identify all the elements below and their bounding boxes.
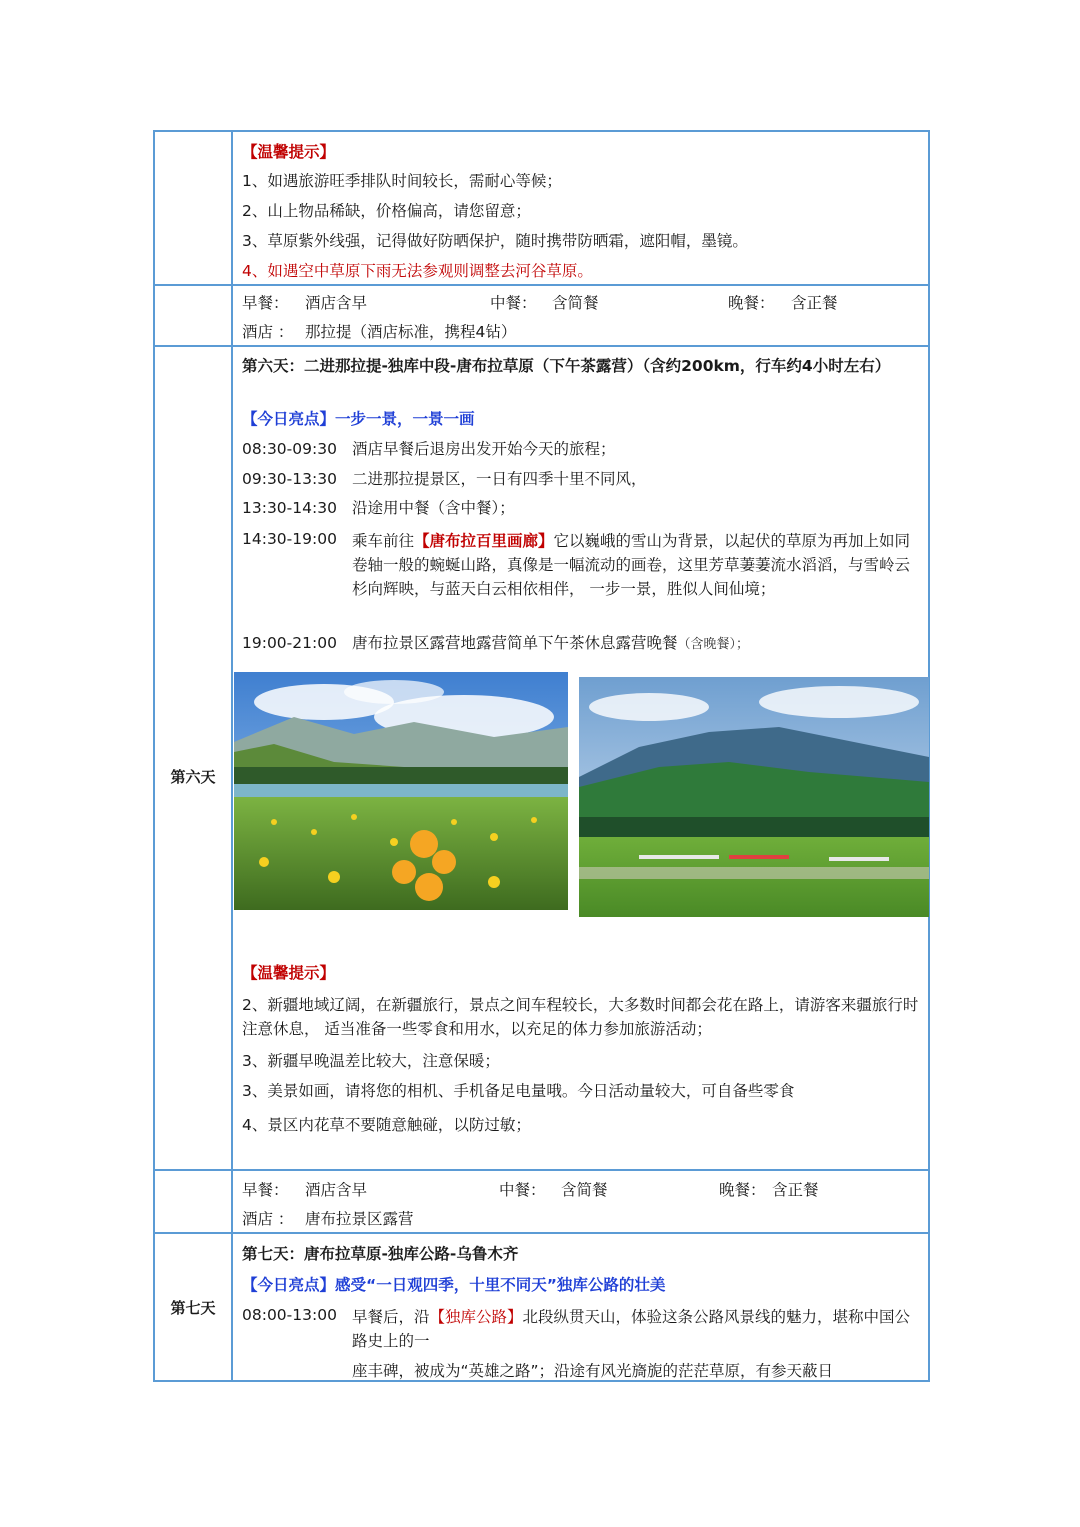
highlight-tag: 【今日亮点】 xyxy=(242,410,336,428)
scenic-name: 【唐布拉百里画廊】 xyxy=(414,532,554,550)
schedule-time: 19:00-21:00 xyxy=(242,634,337,652)
day6-tip: 3、新疆早晚温差比较大，注意保暖； xyxy=(242,1052,500,1070)
row-divider xyxy=(155,1232,928,1234)
meal-lunch-label: 中餐： xyxy=(499,1181,546,1199)
meal-dinner-label: 晚餐： xyxy=(728,294,775,312)
schedule-time: 08:30-09:30 xyxy=(242,440,337,458)
highlight-text: 一步一景，一景一画 xyxy=(335,410,475,428)
meal-lunch: 含简餐 xyxy=(561,1181,608,1199)
hotel-name: 唐布拉景区露营 xyxy=(305,1210,414,1228)
hotel-name: 那拉提（酒店标准，携程4钻） xyxy=(305,323,517,341)
meal-breakfast: 酒店含早 xyxy=(305,1181,368,1199)
row-divider xyxy=(155,345,928,347)
hotel-label: 酒店 ： xyxy=(242,323,294,341)
day7-title: 第七天：唐布拉草原-独库公路-乌鲁木齐 xyxy=(242,1245,519,1263)
meal-breakfast-label: 早餐： xyxy=(242,294,289,312)
highlight-text: 感受“一日观四季，十里不同天”独库公路的壮美 xyxy=(335,1276,666,1294)
column-divider xyxy=(231,132,233,1380)
highlight-tag: 【今日亮点】 xyxy=(242,1276,336,1294)
schedule-time: 14:30-19:00 xyxy=(242,530,337,548)
day6-tips-title: 【温馨提示】 xyxy=(242,964,336,982)
scenic-name: 【独库公路】 xyxy=(429,1308,523,1326)
itinerary-table xyxy=(153,130,930,1382)
schedule-text-continued: 座丰碑，被成为“英雄之路”；沿途有风光旖旎的茫茫草原，有参天蔽日 xyxy=(352,1362,834,1380)
day6-label: 第六天 xyxy=(170,768,216,786)
meal-dinner-label: 晚餐： xyxy=(719,1181,766,1199)
hotel-label: 酒店 ： xyxy=(242,1210,294,1228)
tips-top-item: 3、草原紫外线强，记得做好防晒保护，随时携带防晒霜，遮阳帽，墨镜。 xyxy=(242,232,748,250)
day7-highlight xyxy=(242,1275,665,1295)
schedule-time: 08:00-13:00 xyxy=(242,1306,337,1324)
schedule-time: 09:30-13:30 xyxy=(242,470,337,488)
schedule-text: 沿途用中餐（含中餐）； xyxy=(352,499,515,517)
day7-label: 第七天 xyxy=(170,1299,216,1317)
tips-top-item-warning: 4、如遇空中草原下雨无法参观则调整去河谷草原。 xyxy=(242,262,593,280)
schedule-time: 13:30-14:30 xyxy=(242,499,337,517)
meadow-flowers-photo xyxy=(234,672,568,910)
meal-breakfast-label: 早餐： xyxy=(242,1181,289,1199)
tips-top-item: 1、如遇旅游旺季排队时间较长，需耐心等候； xyxy=(242,172,562,190)
day6-highlight xyxy=(242,409,475,429)
day6-tip: 2、新疆地域辽阔，在新疆旅行，景点之间车程较长，大多数时间都会花在路上，请游客来疆旅行时注意休息， 适当准备一些零食和用水，以充足的体力参加旅游活动； xyxy=(242,996,919,1038)
day6-tip: 4、景区内花草不要随意触碰，以防过敏； xyxy=(242,1116,531,1134)
tips-top-item: 2、山上物品稀缺，价格偏高，请您留意； xyxy=(242,202,531,220)
schedule-text: 早餐后，沿【独库公路】北段纵贯天山，体验这条公路风景线的魅力，堪称中国公路史上的一 xyxy=(352,1308,911,1350)
meal-lunch-label: 中餐： xyxy=(490,294,537,312)
meal-dinner: 含正餐 xyxy=(791,294,838,312)
schedule-text: 乘车前往【唐布拉百里画廊】它以巍峨的雪山为背景，以起伏的草原为再加上如同卷轴一般的蜿蜒山路，真像是一幅流动的画卷，这里芳草萋萋流水滔滔，与雪岭云杉向辉映，与蓝天白云相依相伴， 一步一景，胜似人间仙境； xyxy=(352,532,911,598)
day6-title: 第六天：二进那拉提-独库中段-唐布拉草原（下午茶露营）（含约200km，行车约4小时左右） xyxy=(242,357,891,375)
schedule-text: 二进那拉提景区，一日有四季十里不同风， xyxy=(352,470,647,488)
day6-tip: 3、美景如画，请将您的相机、手机备足电量哦。今日活动量较大，可自备些零食 xyxy=(242,1082,795,1100)
schedule-text: 酒店早餐后退房出发开始今天的旅程； xyxy=(352,440,616,458)
grassland-mountain-photo xyxy=(579,677,929,917)
schedule-text: 唐布拉景区露营地露营简单下午茶休息露营晚餐（含晚餐）； xyxy=(352,634,750,652)
meal-dinner: 含正餐 xyxy=(772,1181,819,1199)
meal-breakfast: 酒店含早 xyxy=(305,294,368,312)
row-divider xyxy=(155,1169,928,1171)
row-divider xyxy=(155,284,928,286)
tips-top-title: 【温馨提示】 xyxy=(242,143,336,161)
meal-lunch: 含简餐 xyxy=(552,294,599,312)
